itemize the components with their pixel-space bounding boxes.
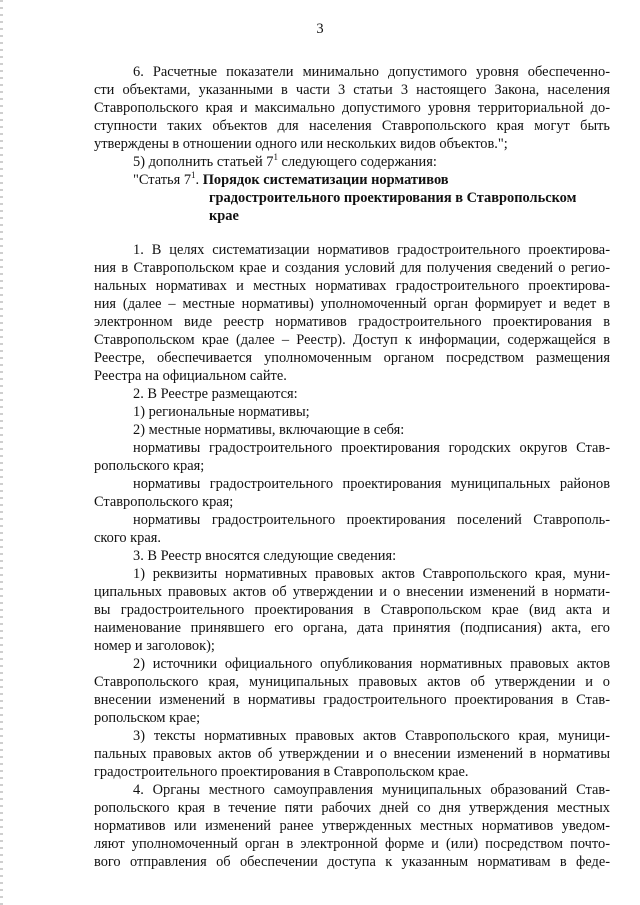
text-line: [94, 277, 610, 295]
text-line: [94, 619, 610, 637]
text-line: [133, 727, 610, 745]
text-segment: нормативы градостроительного проектирования поселений Ставрополь-: [133, 512, 610, 528]
text-segment: наименование принявшего его органа, дата принятия (подписания) акта, его: [94, 620, 610, 636]
text-line: [94, 135, 610, 153]
text-line: [94, 331, 610, 349]
text-line: [94, 259, 610, 277]
text-line: [94, 709, 610, 727]
text-segment: Ставропольского края;: [94, 494, 234, 510]
text-segment: 3. В Реестр вносятся следующие сведения:: [133, 548, 397, 564]
text-line: [133, 63, 610, 81]
text-line: [133, 241, 610, 259]
text-segment: ропольского края;: [94, 458, 205, 474]
superscript: 1: [191, 170, 196, 180]
text-segment: .: [195, 172, 203, 188]
text-line: [94, 853, 610, 871]
text-segment: "Статья 7: [133, 172, 192, 188]
text-line: [94, 457, 610, 475]
text-segment: нормативы градостроительного проектирования муниципальных районов: [133, 476, 610, 492]
article-heading: Порядок систематизации нормативов: [202, 172, 449, 188]
text-line: [133, 153, 610, 171]
text-segment: 4. Органы местного самоуправления муниципальных образований Став-: [133, 782, 610, 798]
text-segment: Реестра на официальном сайте.: [94, 368, 287, 384]
text-segment: нормативы градостроительного проектирования городских округов Став-: [133, 440, 610, 456]
text-line: [94, 835, 610, 853]
text-line: [94, 81, 610, 99]
text-segment: ропольского края в течение пяти рабочих дней со дня утверждения местных: [94, 800, 610, 816]
text-line: [94, 367, 610, 385]
text-segment: Ставропольского края и максимально допустимого уровня территориальной до-: [94, 100, 610, 116]
page-number: 3: [316, 21, 324, 37]
text-segment: 3) тексты нормативных правовых актов Ставропольского края, муници-: [133, 728, 610, 744]
text-segment: 2. В Реестре размещаются:: [133, 386, 298, 402]
text-line: [94, 763, 610, 781]
scan-edge-marks: [0, 0, 3, 905]
text-line: [133, 511, 610, 529]
text-segment: вого отправления об обеспечении доступа к указанным нормативам в феде-: [94, 854, 610, 870]
text-line: [94, 673, 610, 691]
superscript: 1: [273, 152, 278, 162]
text-line: [133, 171, 610, 189]
text-segment: 5) дополнить статьей 7: [133, 154, 274, 170]
text-segment: ропольском крае;: [94, 710, 201, 726]
text-segment: ляют уполномоченный орган в электронной форме и (или) посредством почто-: [94, 836, 610, 852]
text-segment: пальных правовых актов об утверждении и о внесении изменений в нормативы: [94, 746, 610, 762]
text-line: [94, 493, 610, 511]
text-segment: номер и заголовок);: [94, 638, 215, 654]
text-segment: 2) источники официального опубликования нормативных правовых актов: [133, 656, 610, 672]
text-line: [133, 475, 610, 493]
text-line: [133, 655, 610, 673]
text-line: [94, 745, 610, 763]
text-line: [133, 403, 610, 421]
text-line: [94, 529, 610, 547]
text-segment: утверждены в отношении одного или нескольких видов объектов.";: [94, 136, 508, 152]
text-segment: 1. В целях систематизации нормативов градостроительного проектирова-: [133, 242, 610, 258]
text-segment: ния в Ставропольском крае и создания условий для получения сведений о регио-: [94, 260, 610, 276]
text-segment: градостроительного проектирования в Ставропольском крае.: [94, 764, 469, 780]
text-segment: ципальных правовых актов об утверждении и о внесении изменений в нормати-: [94, 584, 610, 600]
text-line: [94, 637, 610, 655]
text-segment: 6. Расчетные показатели минимально допустимого уровня обеспеченно-: [133, 64, 610, 80]
text-line: [133, 565, 610, 583]
text-segment: Ставропольском крае (далее – Реестр). Доступ к информации, содержащейся в: [94, 332, 610, 348]
text-line: [94, 817, 610, 835]
text-line: [133, 439, 610, 457]
text-segment: 2) местные нормативы, включающие в себя:: [133, 422, 405, 438]
text-line: [94, 583, 610, 601]
text-line: [94, 99, 610, 117]
text-segment: нормативов или изменений ранее утвержденных местных нормативов уведом-: [94, 818, 610, 834]
text-segment: Ставропольского края, муниципальных правовых актов об утверждении и о: [94, 674, 610, 690]
text-line: [94, 349, 610, 367]
text-line: [94, 601, 610, 619]
text-segment: ния (далее – местные нормативы) уполномоченный орган формирует и ведет в: [94, 296, 610, 312]
text-segment: Реестре, обеспечивается уполномоченным органом посредством размещения: [94, 350, 610, 366]
text-line: [94, 295, 610, 313]
text-segment: сти объектами, указанными в части 3 статьи 3 настоящего Закона, населения: [94, 82, 610, 98]
text-segment: 1) реквизиты нормативных правовых актов Ставропольского края, муни-: [133, 566, 610, 582]
text-line: [94, 691, 610, 709]
text-segment: 1) региональные нормативы;: [133, 404, 310, 420]
text-line: [94, 313, 610, 331]
text-segment: ского края.: [94, 530, 161, 546]
text-line: [94, 799, 610, 817]
text-segment: вы градостроительного проектирования в Ставропольском крае (вид акта и: [94, 602, 610, 618]
text-line: [209, 207, 610, 225]
text-segment: нальных нормативах и местных нормативах градостроительного проектирова-: [94, 278, 610, 294]
text-segment: электронном виде реестр нормативов градостроительного проектирования в: [94, 314, 610, 330]
text-line: [133, 781, 610, 799]
text-segment: градостроительного проектирования в Ставропольском: [209, 190, 577, 206]
text-line: [209, 189, 610, 207]
text-line: [133, 385, 610, 403]
text-segment: ступности таких объектов для населения Ставропольского края могут быть: [94, 118, 610, 134]
text-line: [133, 421, 610, 439]
text-segment: внесении изменений в нормативы градостроительного проектирования в Став-: [94, 692, 610, 708]
text-segment: крае: [209, 208, 239, 224]
text-line: [94, 117, 610, 135]
text-segment: следующего содержания:: [277, 154, 437, 170]
text-line: [133, 547, 610, 565]
